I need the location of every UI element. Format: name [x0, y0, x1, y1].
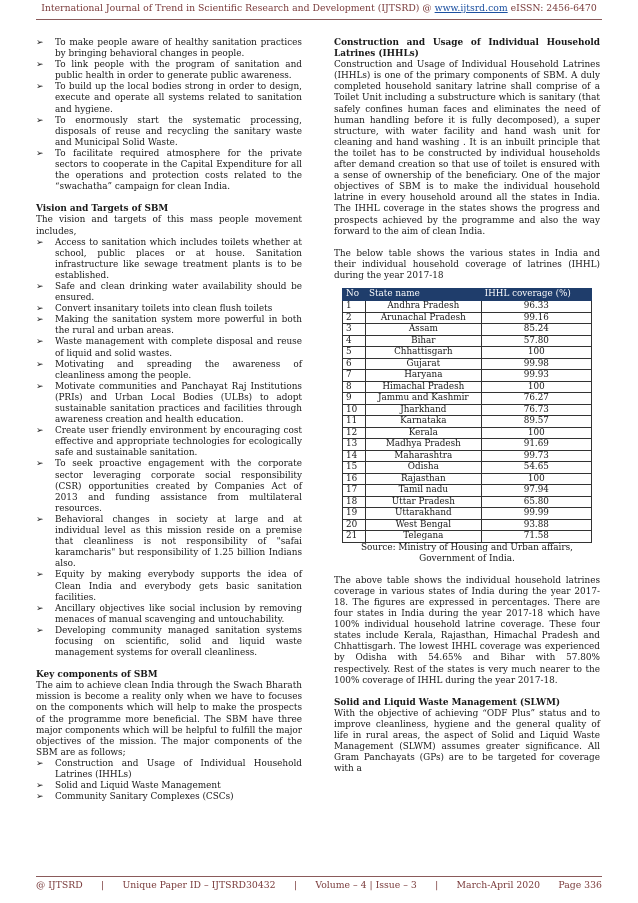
coverage-cell: 100: [481, 427, 591, 439]
state-name-cell: Karnataka: [366, 416, 482, 428]
arrow-bullet-icon: ➢: [36, 237, 44, 248]
coverage-cell: 97.94: [481, 485, 591, 497]
arrow-bullet-icon: ➢: [36, 60, 44, 71]
row-number-cell: 9: [343, 393, 366, 405]
bullet-item: [36, 360, 302, 382]
bullet-item: [36, 570, 302, 603]
row-number-cell: 3: [343, 324, 366, 336]
row-number-cell: 1: [343, 301, 366, 313]
coverage-cell: 100: [481, 381, 591, 393]
state-name-cell: Odisha: [366, 462, 482, 474]
row-number-cell: 15: [343, 462, 366, 474]
column-header: No: [343, 288, 366, 300]
table-header-row: [343, 288, 592, 300]
bullet-item: [36, 781, 302, 792]
coverage-cell: 100: [481, 473, 591, 485]
bullet-item: [36, 792, 302, 803]
arrow-bullet-icon: ➢: [36, 38, 44, 48]
state-name-cell: Jammu and Kashmir: [366, 393, 482, 405]
bullet-text: Motivate communities and Panchayat Raj Institutions (PRIs) and Urban Local Bodies (ULBs) to adopt sustainable sanitation practices and facilities through awareness creation and health education.: [55, 381, 302, 426]
row-number-cell: 16: [343, 473, 366, 485]
arrow-bullet-icon: ➢: [36, 570, 44, 581]
state-name-cell: Arunachal Pradesh: [366, 312, 482, 324]
row-number-cell: 18: [343, 496, 366, 508]
bullet-text: To build up the local bodies strong in order to design, execute and operate all systems related to sanitation and hygiene.: [55, 82, 302, 115]
bullet-text: Motivating and spreading the awareness of cleanliness among the people.: [55, 359, 302, 381]
bullet-item: [36, 82, 302, 115]
state-name-cell: Chhattisgarh: [366, 347, 482, 359]
state-name-cell: Gujarat: [366, 358, 482, 370]
table-row: [343, 508, 592, 520]
bullet-item: [36, 426, 302, 459]
bullet-item: [36, 382, 302, 426]
row-number-cell: 5: [343, 347, 366, 359]
bullet-item: [36, 304, 302, 315]
state-name-cell: Tamil nadu: [366, 485, 482, 497]
footer-volume: Volume – 4 | Issue – 3: [315, 880, 417, 891]
bullet-text: Making the sanitation system more powerful in both the rural and urban areas.: [55, 315, 302, 337]
row-number-cell: 6: [343, 358, 366, 370]
row-number-cell: 10: [343, 404, 366, 416]
bullet-item: [36, 626, 302, 659]
coverage-cell: 54.65: [481, 462, 591, 474]
objectives-list: [36, 38, 302, 193]
table-row: [343, 531, 592, 543]
state-name-cell: Andhra Pradesh: [366, 301, 482, 313]
table-row: [343, 312, 592, 324]
table-row: [343, 324, 592, 336]
journal-url-link[interactable]: www.ijtsrd.com: [434, 3, 508, 14]
table-row: [343, 335, 592, 347]
bullet-item: [36, 38, 302, 60]
coverage-cell: 99.93: [481, 370, 591, 382]
coverage-cell: 85.24: [481, 324, 591, 336]
table-row: [343, 370, 592, 382]
state-name-cell: Telegana: [366, 531, 482, 543]
row-number-cell: 2: [343, 312, 366, 324]
row-number-cell: 19: [343, 508, 366, 520]
coverage-cell: 76.27: [481, 393, 591, 405]
arrow-bullet-icon: ➢: [36, 315, 44, 326]
arrow-bullet-icon: ➢: [36, 359, 44, 370]
running-header: [0, 3, 638, 14]
row-number-cell: 17: [343, 485, 366, 497]
key-components-heading: Key components of SBM: [36, 670, 158, 681]
arrow-bullet-icon: ➢: [36, 514, 44, 525]
bullet-text: To enormously start the systematic processing, disposals of reuse and recycling the sanitary waste and Municipal Solid Waste.: [55, 115, 302, 148]
table-row: [343, 301, 592, 313]
state-name-cell: Uttar Pradesh: [366, 496, 482, 508]
running-footer: [36, 880, 602, 891]
key-components-text: The aim to achieve clean India through the Swach Bharath mission is become a reality only when we have to focuses on the components which will help to make the prospects of the programme more beneficial. The SBM have three major components which will be helpful to fulfill the major objectives of the mission. The major components of the SBM are as follows;: [36, 681, 302, 758]
state-name-cell: Himachal Pradesh: [366, 381, 482, 393]
state-name-cell: Madhya Pradesh: [366, 439, 482, 451]
coverage-cell: 99.73: [481, 450, 591, 462]
arrow-bullet-icon: ➢: [36, 82, 44, 93]
footer-date: March-April 2020: [456, 880, 541, 891]
arrow-bullet-icon: ➢: [36, 758, 44, 769]
left-column: [36, 38, 302, 803]
state-name-cell: Haryana: [366, 370, 482, 382]
footer-sep: |: [435, 880, 439, 891]
arrow-bullet-icon: ➢: [36, 426, 44, 437]
arrow-bullet-icon: ➢: [36, 148, 44, 159]
footer-sep: |: [101, 880, 105, 891]
coverage-cell: 71.58: [481, 531, 591, 543]
footer-sep: |: [293, 880, 298, 891]
ihhl-coverage-table: [342, 288, 592, 543]
state-name-cell: Uttarakhand: [366, 508, 482, 520]
bullet-item: [36, 337, 302, 359]
bullet-item: [36, 238, 302, 282]
table-body: [343, 301, 592, 543]
table-row: [343, 473, 592, 485]
row-number-cell: 4: [343, 335, 366, 347]
table-row: [343, 416, 592, 428]
coverage-cell: 89.57: [481, 416, 591, 428]
vision-intro: The vision and targets of this mass people movement includes,: [36, 215, 302, 237]
bullet-item: [36, 282, 302, 304]
coverage-cell: 96.33: [481, 301, 591, 313]
key-components-list: [36, 759, 302, 803]
table-caption: Source: Ministry of Housing and Urban affairs, Government of India.: [360, 542, 574, 564]
state-name-cell: West Bengal: [366, 519, 482, 531]
ihhl-text: Construction and Usage of Individual Household Latrines (IHHLs) is one of the primary components of SBM. A duly completed household sanitary latrine shall comprise of a Toilet Unit including a substructure which is sanitary (that safely confines human faces and eliminates the need of human handling before it is fully decomposed), a super structure, with water facility and hand wash unit for cleaning and hand washing . It is an inbuilt principle that the toilet has to be constructed by individual households after demand creation so that use of toilet is ensured with a sense of ownership of the beneficiary. One of the major objectives of SBM is to make the individual household latrine in every household around all the states in India. The IHHL coverage in the states shows the progress and prospects achieved by the programme and also the way forward to the aim of clean India.: [334, 60, 600, 237]
bullet-text: Safe and clean drinking water availability should be ensured.: [55, 281, 302, 304]
bullet-text: Developing community managed sanitation systems focusing on scientific, solid and liquid waste management systems for overall cleanliness.: [55, 625, 302, 659]
bullet-item: [36, 149, 302, 193]
state-name-cell: Kerala: [366, 427, 482, 439]
bullet-item: [36, 116, 302, 149]
bullet-text: Construction and Usage of Individual Household Latrines (IHHLs): [55, 758, 302, 780]
footer-paper-id: Unique Paper ID – IJTSRD30432: [122, 880, 276, 891]
state-name-cell: Rajasthan: [366, 473, 482, 485]
slwm-heading: Solid and Liquid Waste Management (SLWM): [334, 697, 561, 708]
bullet-item: [36, 759, 302, 781]
table-intro: The below table shows the various states in India and their individual household coverage of latrines (IHHL) during the year 2017-18: [334, 248, 600, 281]
row-number-cell: 11: [343, 416, 366, 428]
bullet-item: [36, 459, 302, 514]
coverage-cell: 99.98: [481, 358, 591, 370]
arrow-bullet-icon: ➢: [36, 337, 44, 348]
vision-heading: Vision and Targets of SBM: [36, 204, 169, 215]
table-row: [343, 450, 592, 462]
table-row: [343, 393, 592, 405]
arrow-bullet-icon: ➢: [36, 381, 44, 392]
coverage-cell: 76.73: [481, 404, 591, 416]
arrow-bullet-icon: ➢: [36, 459, 44, 470]
state-name-cell: Jharkhand: [366, 404, 482, 416]
slwm-text: With the objective of achieving “ODF Plus” status and to improve cleanliness, hygiene and the general quality of life in rural areas, the aspect of Solid and Liquid Waste Management (SLWM) assumes greater significance. All Gram Panchayats (GPs) are to be targeted for coverage with a: [334, 708, 600, 775]
right-column: [334, 38, 600, 775]
coverage-cell: 65.80: [481, 496, 591, 508]
journal-title: International Journal of Trend in Scientific Research and Development (IJTSRD) @: [41, 3, 435, 14]
footer-rule: [36, 876, 602, 877]
row-number-cell: 20: [343, 519, 366, 531]
row-number-cell: 14: [343, 450, 366, 462]
table-row: [343, 439, 592, 451]
bullet-item: [36, 60, 302, 82]
bullet-text: Convert insanitary toilets into clean flush toilets: [55, 304, 273, 315]
row-number-cell: 13: [343, 439, 366, 451]
state-name-cell: Bihar: [366, 335, 482, 347]
bullet-text: To make people aware of healthy sanitation practices by bringing behavioral changes in people.: [55, 38, 302, 60]
bullet-text: To facilitate required atmosphere for the private sectors to cooperate in the Capital Expenditure for all the operations and protection costs related to the “swachatha” campaign for clean India.: [55, 148, 302, 193]
table-row: [343, 404, 592, 416]
arrow-bullet-icon: ➢: [36, 603, 44, 614]
bullet-text: Solid and Liquid Waste Management: [55, 781, 221, 792]
coverage-cell: 100: [481, 347, 591, 359]
bullet-item: [36, 515, 302, 570]
bullet-item: [36, 315, 302, 337]
eissn: eISSN: 2456-6470: [507, 3, 597, 14]
table-row: [343, 496, 592, 508]
ihhl-heading: Construction and Usage of Individual Household Latrines (IHHLs): [334, 38, 600, 60]
arrow-bullet-icon: ➢: [36, 304, 44, 315]
arrow-bullet-icon: ➢: [36, 792, 44, 803]
coverage-cell: 99.99: [481, 508, 591, 520]
row-number-cell: 7: [343, 370, 366, 382]
coverage-cell: 57.80: [481, 335, 591, 347]
bullet-text: Community Sanitary Complexes (CSCs): [55, 792, 234, 803]
state-name-cell: Assam: [366, 324, 482, 336]
bullet-text: Ancillary objectives like social inclusion by removing menaces of manual scavenging and untouchability.: [55, 603, 302, 625]
bullet-text: To seek proactive engagement with the corporate sector leveraging corporate social responsibility (CSR) opportunities created by Companies Act of 2013 and funding assistance from multilateral resources.: [55, 459, 302, 514]
coverage-cell: 93.88: [481, 519, 591, 531]
bullet-text: Create user friendly environment by encouraging cost effective and appropriate technologies for ecologically safe and sustainable sanitation.: [55, 426, 302, 459]
arrow-bullet-icon: ➢: [36, 781, 44, 792]
row-number-cell: 12: [343, 427, 366, 439]
bullet-text: Behavioral changes in society at large and at individual level as this mission reside on a premise that cleanliness is not responsibility of "safai karamcharis" but responsibility of 1.25 billion Indians also.: [55, 514, 302, 570]
table-row: [343, 358, 592, 370]
table-row: [343, 485, 592, 497]
analysis-text: The above table shows the individual household latrines coverage in various states of India during the year 2017-18. The figures are expressed in percentages. There are four states in India during the year 2017-18 which have 100% individual household latrine coverage. These four states include Kerala, Rajasthan, Himachal Pradesh and Chhattisgarh. The lowest IHHL coverage was experienced by Odisha with 54.65% and Bihar with 57.80% respectively. Rest of the states is very much nearer to the 100% coverage of IHHL during the year 2017-18.: [334, 575, 600, 686]
vision-list: [36, 238, 302, 660]
column-header: IHHL coverage (%): [481, 288, 591, 300]
row-number-cell: 8: [343, 381, 366, 393]
bullet-text: To link people with the program of sanitation and public health in order to generate public awareness.: [55, 60, 302, 82]
header-rule: [36, 19, 602, 20]
row-number-cell: 21: [343, 531, 366, 543]
footer-journal: @ IJTSRD: [36, 880, 83, 891]
table-row: [343, 427, 592, 439]
bullet-text: Waste management with complete disposal and reuse of liquid and solid wastes.: [55, 337, 302, 359]
arrow-bullet-icon: ➢: [36, 625, 44, 636]
table-row: [343, 462, 592, 474]
table-row: [343, 381, 592, 393]
table-row: [343, 519, 592, 531]
arrow-bullet-icon: ➢: [36, 115, 44, 126]
bullet-item: [36, 604, 302, 626]
table-row: [343, 347, 592, 359]
footer-page: Page 336: [558, 880, 602, 891]
column-header: State name: [366, 288, 482, 300]
bullet-text: Equity by making everybody supports the idea of Clean India and everybody gets basic sanitation facilities.: [55, 570, 302, 603]
state-name-cell: Maharashtra: [366, 450, 482, 462]
arrow-bullet-icon: ➢: [36, 281, 44, 292]
coverage-cell: 91.69: [481, 439, 591, 451]
coverage-cell: 99.16: [481, 312, 591, 324]
bullet-text: Access to sanitation which includes toilets whether at school, public places or at house. Sanitation infrastructure like sewage treatment plants is to be established.: [55, 237, 302, 281]
